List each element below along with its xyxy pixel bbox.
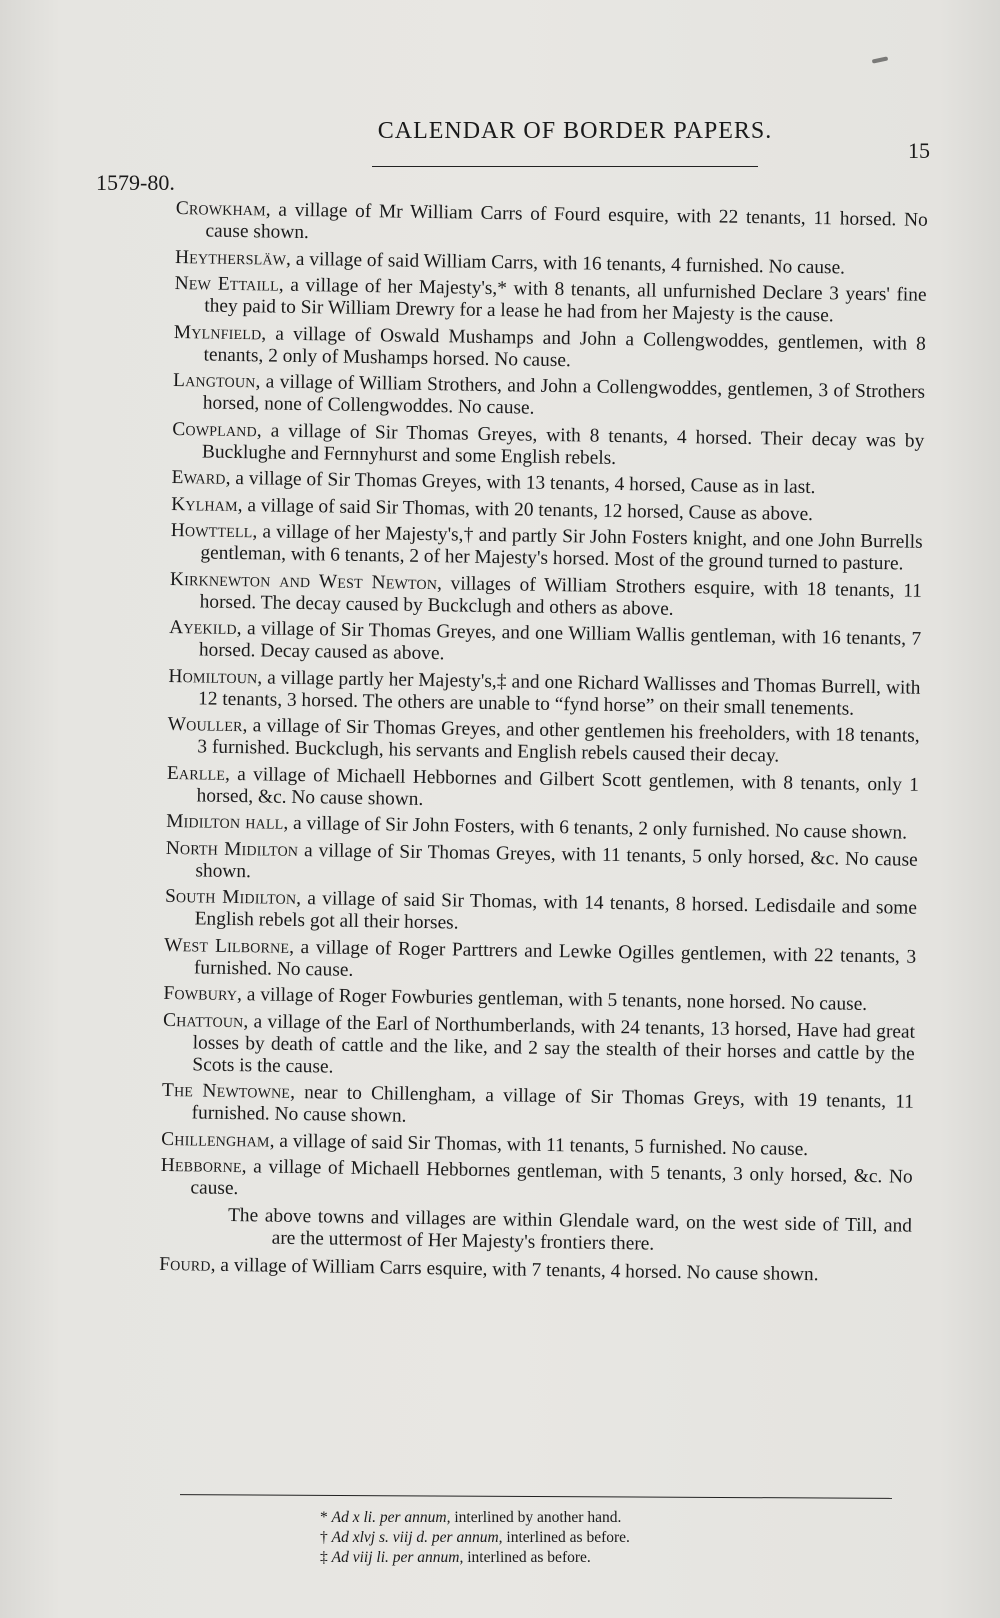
entry — [169, 568, 922, 624]
entry-name: Cowpland — [172, 418, 258, 441]
entry-name: Chattoun — [162, 1009, 244, 1032]
entry-text: , a village of Sir Thomas Greyes, with 8 tenants, 4 horsed. Their decay was by Bucklughe and Fernnyhurst and some English rebels. — [201, 419, 925, 469]
entry-name: West Lilborne — [164, 934, 290, 958]
footnote-text: interlined by another hand. — [450, 1509, 622, 1526]
entry-text: , a village of the Earl of Northumberlands, with 24 tenants, 13 horsed, Have had great losses by death of cattle and the like, and 2 say the stealth of their horses and cattle by the Scots is the cause. — [192, 1010, 916, 1078]
entry-text: , a village of Roger Parttrers and Lewke Ogilles gentlemen, with 22 tenants, 3 furnished. No cause. — [193, 936, 917, 981]
footnotes — [320, 1508, 630, 1568]
footnote-rule — [180, 1494, 892, 1499]
footnote — [320, 1528, 630, 1548]
entry-text: , a village of Roger Fowburies gentleman, with 5 tenants, none horsed. No cause. — [236, 984, 868, 1015]
entry-name: The Newtowne — [161, 1079, 291, 1103]
entry-name: Fowbury — [163, 982, 238, 1006]
entry-text: , a village of said William Carrs, with 16 tenants, 4 furnished. No cause. — [285, 248, 846, 279]
entry — [161, 1080, 914, 1136]
entry — [169, 617, 922, 673]
entry-name: North Midilton — [165, 837, 299, 861]
footnote-mark: * — [320, 1509, 328, 1526]
footnote-latin: Ad viij li. per annum, — [331, 1549, 464, 1566]
entry — [159, 1253, 911, 1287]
entry-name: Chillengham — [161, 1128, 270, 1152]
footnote — [320, 1548, 630, 1568]
entry-text: , a village of Sir Thomas Greyes, and one William Wallis gentleman, with 16 tenants, 7 horsed. Decay caused as above. — [198, 618, 922, 665]
entries-list — [159, 198, 928, 1292]
entry-name: Ayekild — [169, 616, 237, 640]
entry-name: Earlle — [166, 762, 226, 785]
entry-text: , a village of Sir Thomas Greyes, with 13 tenants, 4 horsed, Cause as in last. — [225, 467, 816, 499]
entry — [170, 520, 923, 576]
entry — [162, 1009, 915, 1087]
entry-text: , a village partly her Majesty's,‡ and one Richard Wallisses and Thomas Burrell, with 12 tenants, 3 horsed. The others are unable to “fynd horse” on their small tenements. — [197, 666, 921, 720]
entry-name: Langtoun — [172, 369, 256, 393]
entry-name: Mylnfield — [173, 321, 262, 344]
entry-name: New Ettaill — [174, 272, 280, 296]
entry-text: , a village of Michaell Hebbornes gentleman, with 5 tenants, 3 only horsed, &c. No cause. — [190, 1156, 913, 1200]
entry-name: Eward — [171, 466, 226, 489]
entry-text: , villages of William Strothers esquire, with 18 tenants, 11 horsed. The decay caused by Buckclugh and others as above. — [199, 572, 923, 620]
footnote-latin: Ad xlvj s. viij d. per annum, — [331, 1529, 503, 1546]
running-head-title: CALENDAR OF BORDER PAPERS. — [377, 118, 773, 144]
entry — [168, 665, 921, 721]
entry-text: a village of Sir Thomas Greyes, with 11 tenants, 5 only horsed, &c. No cause shown. — [195, 839, 918, 882]
footnote — [320, 1508, 630, 1528]
entry-text: , a village of said Sir Thomas, with 14 tenants, 8 horsed. Ledisdaile and some English rebels got all their horses. — [194, 887, 918, 934]
footnote-mark: † — [320, 1529, 328, 1546]
footnote-mark: ‡ — [320, 1549, 328, 1566]
entry — [167, 714, 920, 770]
entry-name: Howttell — [170, 519, 253, 543]
entry-text: , near to Chillengham, a village of Sir Thomas Greys, with 19 tenants, 11 furnished. No cause shown. — [191, 1081, 915, 1127]
header-rule — [372, 166, 758, 167]
entry — [172, 418, 925, 474]
glendale-note: The above towns and villages are within Glendale ward, on the west side of Till, and are the uttermost of Her Majesty's frontiers there. — [227, 1204, 913, 1255]
entry — [173, 370, 926, 426]
entry — [160, 1155, 913, 1211]
entry-name: Midilton hall — [166, 810, 284, 834]
entry-text: , a village of Sir John Fosters, with 6 tenants, 2 only furnished. No cause shown. — [283, 812, 908, 844]
entry — [166, 762, 919, 818]
entry-name: Kylham — [171, 493, 238, 516]
footnote-text: interlined as before. — [502, 1529, 630, 1546]
entry-name: Crowkham — [175, 198, 266, 221]
ink-smudge — [872, 56, 888, 63]
entry — [175, 198, 928, 254]
entry-name: Homiltoun — [168, 665, 258, 688]
entry-text: , a village of Sir Thomas Greyes, and other gentlemen his freeholders, with 18 tenants, 3 furnished. Buckclugh, his servants and English rebels caused their decay. — [197, 715, 920, 767]
entry-name: Kirknewton and West Newton — [169, 568, 438, 594]
entry — [174, 273, 927, 329]
year-label: 1579-80. — [96, 170, 175, 195]
entry-text: , a village of said Sir Thomas, with 20 tenants, 12 horsed, Cause as above. — [237, 494, 814, 525]
entry — [173, 321, 926, 377]
entry-text: , a village of William Strothers, and John a Collengwoddes, gentlemen, 3 of Strothers horsed, none of Collengwoddes. No cause. — [202, 371, 926, 419]
entry-name: Heythersläw — [174, 246, 287, 270]
page-number: 15 — [908, 138, 930, 163]
entry-text: , a village of William Carrs esquire, with 7 tenants, 4 horsed. No cause shown. — [210, 1254, 819, 1285]
entry-text: , a village of Oswald Mushamps and John a Collengwoddes, gentlemen, with 8 tenants, 2 only of Mushamps horsed. No cause. — [203, 322, 926, 371]
entry-text: , a village of Mr William Carrs of Fourd esquire, with 22 tenants, 11 horsed. No cause shown. — [205, 199, 928, 244]
footnote-text: interlined as before. — [463, 1549, 591, 1566]
entry — [164, 934, 917, 990]
entry-text: , a village of her Majesty's,† and partly Sir John Fosters knight, and one John Burrells gentleman, with 6 tenants, 2 of her Majesty's horsed. Most of the ground turned to pasture. — [200, 521, 923, 575]
entry-name: Fourd — [159, 1253, 211, 1276]
entry-name: South Midilton — [164, 885, 297, 909]
entry-name: Hebborne — [160, 1154, 242, 1178]
entry-text: , a village of said Sir Thomas, with 11 tenants, 5 furnished. No cause. — [269, 1130, 809, 1160]
entry — [165, 886, 918, 942]
entry-text: , a village of her Majesty's,* with 8 tenants, all unfurnished Declare 3 years' fine they paid to Sir William Drewry for a lease he had from her Majesty is the cause. — [204, 274, 927, 327]
entry-text: , a village of Michaell Hebbornes and Gilbert Scott gentlemen, with 8 tenants, only 1 horsed, &c. No cause shown. — [196, 763, 920, 810]
footnote-latin: Ad x li. per annum, — [331, 1509, 451, 1526]
entry — [165, 837, 918, 893]
entry-name: Wouller — [167, 713, 243, 737]
